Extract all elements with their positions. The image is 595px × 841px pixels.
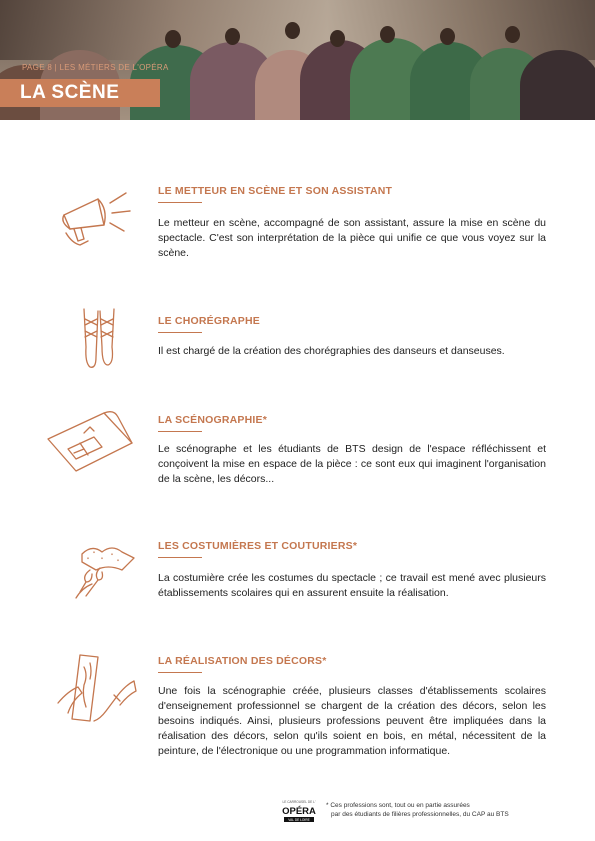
section-divider [158,672,202,673]
dancer-figure [520,50,595,120]
hero-photo [0,0,595,120]
section-body: Une fois la scénographie créée, plusieurs classes d'établissements scolaires d'enseignement professionnel se chargent de la création des décors, selon les besoins indiqués. Ainsi, plusieurs professions peuvent être impliquées dans la réalisation des décors, selon qu'ils soient en bois, en métal, nécessitent de la peinture, de l'électronique ou une programmation informatique. [158,685,546,757]
section-title: LE METTEUR EN SCÈNE ET SON ASSISTANT [158,185,393,197]
footnote-line: par des étudiants de filières professionnelles, du CAP au BTS [331,811,509,818]
page-title: LA SCÈNE [20,82,120,103]
section-body: Le metteur en scène, accompagné de son assistant, assure la mise en scène du spectacle. C'est son interprétation de la pièce qui unifie ce que vous voyez sur la scène. [158,217,546,259]
section-body: Le scénographe et les étudiants de BTS design de l'espace réfléchissent et conçoivent la mise en espace de la pièce : ce sont eux qui imaginent l'organisation de la scène, les décors... [158,443,546,485]
megaphone-icon [58,185,136,255]
breadcrumb: PAGE 8 | LES MÉTIERS DE L'OPÉRA [22,63,169,72]
blueprint-icon [44,409,136,475]
section-body: La costumière crée les costumes du spectacle ; ce travail est mené avec plusieurs établissements scolaires qui en assurent ensuite la réalisation. [158,572,546,599]
section-title: LA SCÉNOGRAPHIE* [158,414,267,426]
scissors-fabric-icon [72,540,138,602]
svg-text:LE CARROUSEL DE L': LE CARROUSEL DE L' [282,800,316,804]
wood-plank-icon [54,651,138,731]
section-divider [158,431,202,432]
section-divider [158,332,202,333]
section-title: LES COSTUMIÈRES ET COUTURIERS* [158,540,358,552]
opera-logo [282,798,316,824]
footnote [326,801,509,819]
section-divider [158,202,202,203]
svg-text:VAL DE LOIRE: VAL DE LOIRE [288,818,310,822]
ballet-shoes-icon [76,307,122,373]
footnote-line: * Ces professions sont, tout ou en partie assurées [326,802,470,809]
section-body: Il est chargé de la création des chorégraphies des danseurs et danseuses. [158,345,505,357]
svg-text:OPÉRA: OPÉRA [282,806,316,817]
page-title-band [0,79,160,107]
section-title: LE CHORÉGRAPHE [158,315,260,327]
section-title: LA RÉALISATION DES DÉCORS* [158,655,327,667]
section-divider [158,557,202,558]
